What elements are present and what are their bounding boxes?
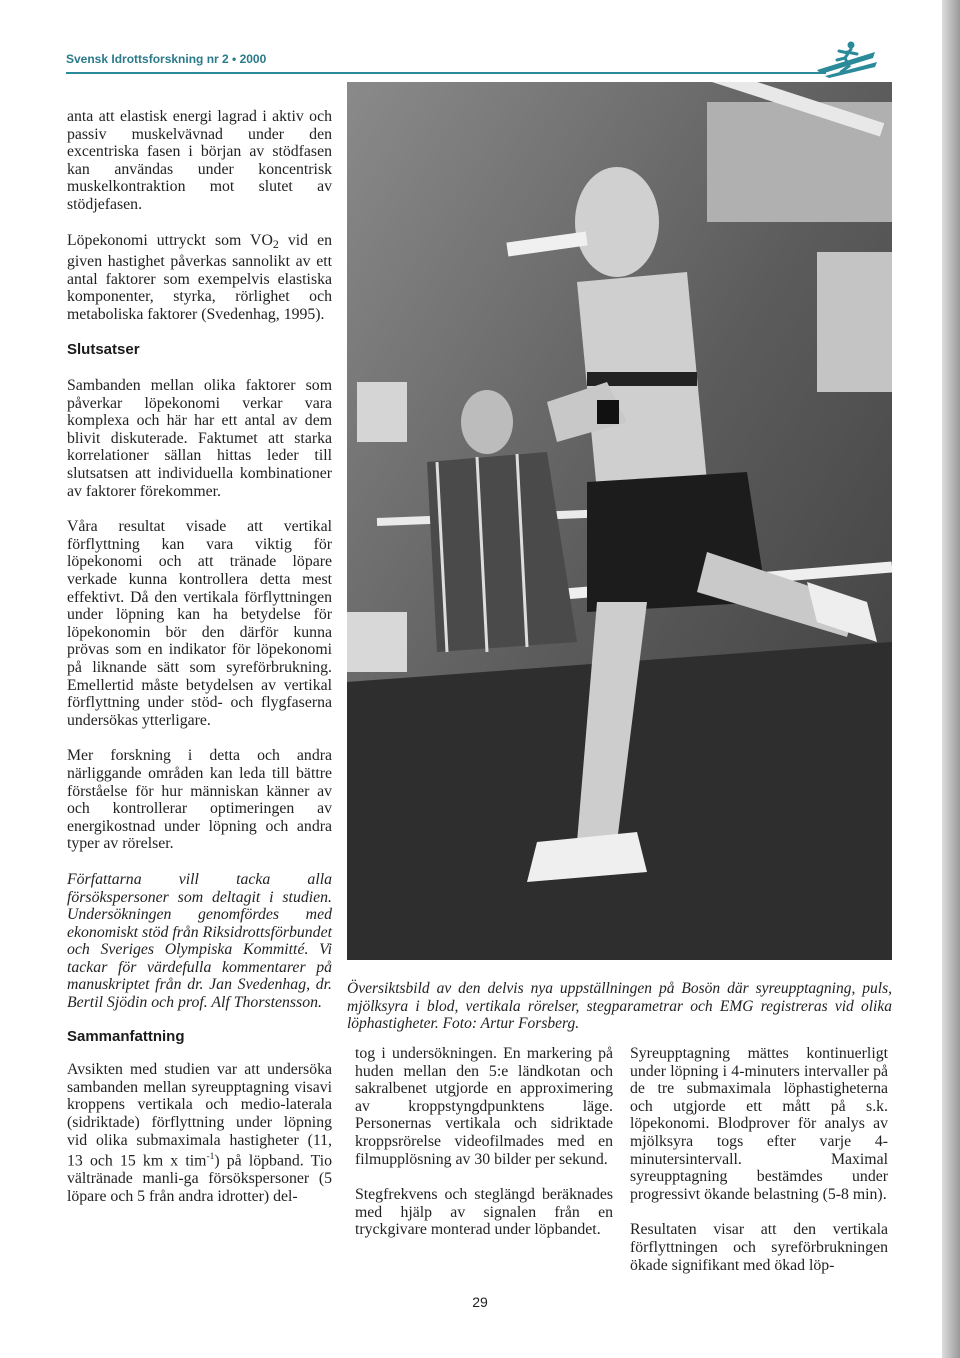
paragraph: Mer forskning i detta och andra närliggande områden kan leda till bättre förståelse för hur människan känner av och kontrollerar optimeringen av energikostnad under löpning och andra typer av rörelser. bbox=[67, 747, 332, 853]
page-header bbox=[66, 48, 886, 78]
paragraph: Stegfrekvens och steglängd beräknades med hjälp av signalen från en tryckgivare monterad under löpbandet. bbox=[355, 1186, 613, 1239]
page-edge bbox=[942, 0, 960, 1358]
paragraph bbox=[67, 1061, 332, 1205]
left-column bbox=[67, 108, 332, 1205]
journal-title: Svensk Idrottsforskning nr 2 • 2000 bbox=[66, 52, 267, 66]
paragraph: tog i undersökningen. En markering på huden mellan den 5:e ländkotan och sakralbenet utgjorde en approximering av kroppstyngdpunktens läge. Personernas vertikala och sidriktade kroppsrörelse videofilmades med en filmupplösning av 30 bilder per sekund. bbox=[355, 1045, 613, 1168]
text-run: vid en given hastighet påverkas sannolikt av ett antal faktorer som exempelvis elastiska komponenter, styrka, rörlighet och metaboliska faktorer (Svedenhag, 1995). bbox=[67, 231, 332, 323]
photo-illustration bbox=[347, 82, 892, 960]
acknowledgement: Författarna vill tacka alla försökspersoner som deltagit i studien. Undersökningen genomfördes med ekonomiskt stöd från Riksidrottsförbundet och Sveriges Olympiska Kommitté. Vi tackar för värdefulla kommentarer på manuskriptet från dr. Jan Svedenhag, dr. Bertil Sjödin och prof. Alf Thorstensson. bbox=[67, 870, 332, 1012]
paragraph: anta att elastisk energi lagrad i aktiv och passiv muskelvävnad under den excentriska fasen i början av stödfasen kan användas under koncentrisk muskelkontraktion mot slutet av stödjefasen. bbox=[67, 108, 332, 213]
paragraph: Våra resultat visade att vertikal förflyttning kan vara viktig för löpekonomi och att tränade löpare verkade kunna kontrollera detta mest effektivt. Då den vertikala förflyttningen under löpning kan ha betydelse för löpekonomin bör den därför kunna prövas som en indikator för löpekonomi på liknande sätt som syreförbrukning. Emellertid måste betydelsen av vertikal förflyttning under stöd- och flygfaserna undersökas ytterligare. bbox=[67, 518, 332, 729]
heading-sammanfattning: Sammanfattning bbox=[67, 1027, 185, 1045]
runner-logo-icon bbox=[811, 40, 881, 78]
right-column bbox=[630, 1045, 888, 1274]
paragraph: Syreupptagning mättes kontinuerligt under löpning i 4-minuters intervaller på de tre submaximala löphastigheterna och utgjorde ett mått på s.k. löpekonomi. Blodprover för analys av mjölksyra togs efter varje 4-minutersintervall. Maximal syreupptagning bestämdes under progressivt ökande belastning (5-8 min). bbox=[630, 1045, 888, 1203]
text-run: Avsikten med studien var att undersöka sambanden mellan syreupptagning visavi kroppens vertikala och medio-laterala (sidriktade) förflyttning under löpning vid olika submaximala hastigheter (11, 13 och 15 km x tim bbox=[67, 1061, 332, 1170]
text-run: ) på löpband. Tio vältränade manli-ga försökspersoner (5 löpare och 5 från andra idrotter) del- bbox=[67, 1152, 332, 1205]
header-rule bbox=[66, 72, 826, 74]
superscript: -1 bbox=[206, 1152, 215, 1163]
paragraph: Sambanden mellan olika faktorer som påverkar löpekonomi verkar vara komplexa och här har ett antal av dem blivit diskuterade. Faktumet att starka korrelationer sällan hittas leder till slutsatsen att individuella kombinationer av faktorer förekommer. bbox=[67, 377, 332, 500]
text-run: Löpekonomi uttryckt som VO bbox=[67, 231, 273, 249]
treadmill-runner-photo bbox=[347, 82, 892, 960]
paragraph: Resultaten visar att den vertikala förflyttningen och syreförbrukningen ökade signifikant med ökad löp- bbox=[630, 1221, 888, 1274]
subscript: 2 bbox=[272, 236, 279, 251]
page-number: 29 bbox=[472, 1294, 488, 1310]
photo-caption: Översiktsbild av den delvis nya uppställningen på Bosön där syreupptagning, puls, mjölksyra i blod, vertikala rörelser, stegparametrar och EMG registreras vid olika löphastigheter. Foto: Artur Forsberg. bbox=[347, 980, 892, 1032]
heading-slutsatser: Slutsatser bbox=[67, 341, 140, 359]
middle-column bbox=[355, 1045, 613, 1239]
paragraph bbox=[67, 232, 332, 324]
